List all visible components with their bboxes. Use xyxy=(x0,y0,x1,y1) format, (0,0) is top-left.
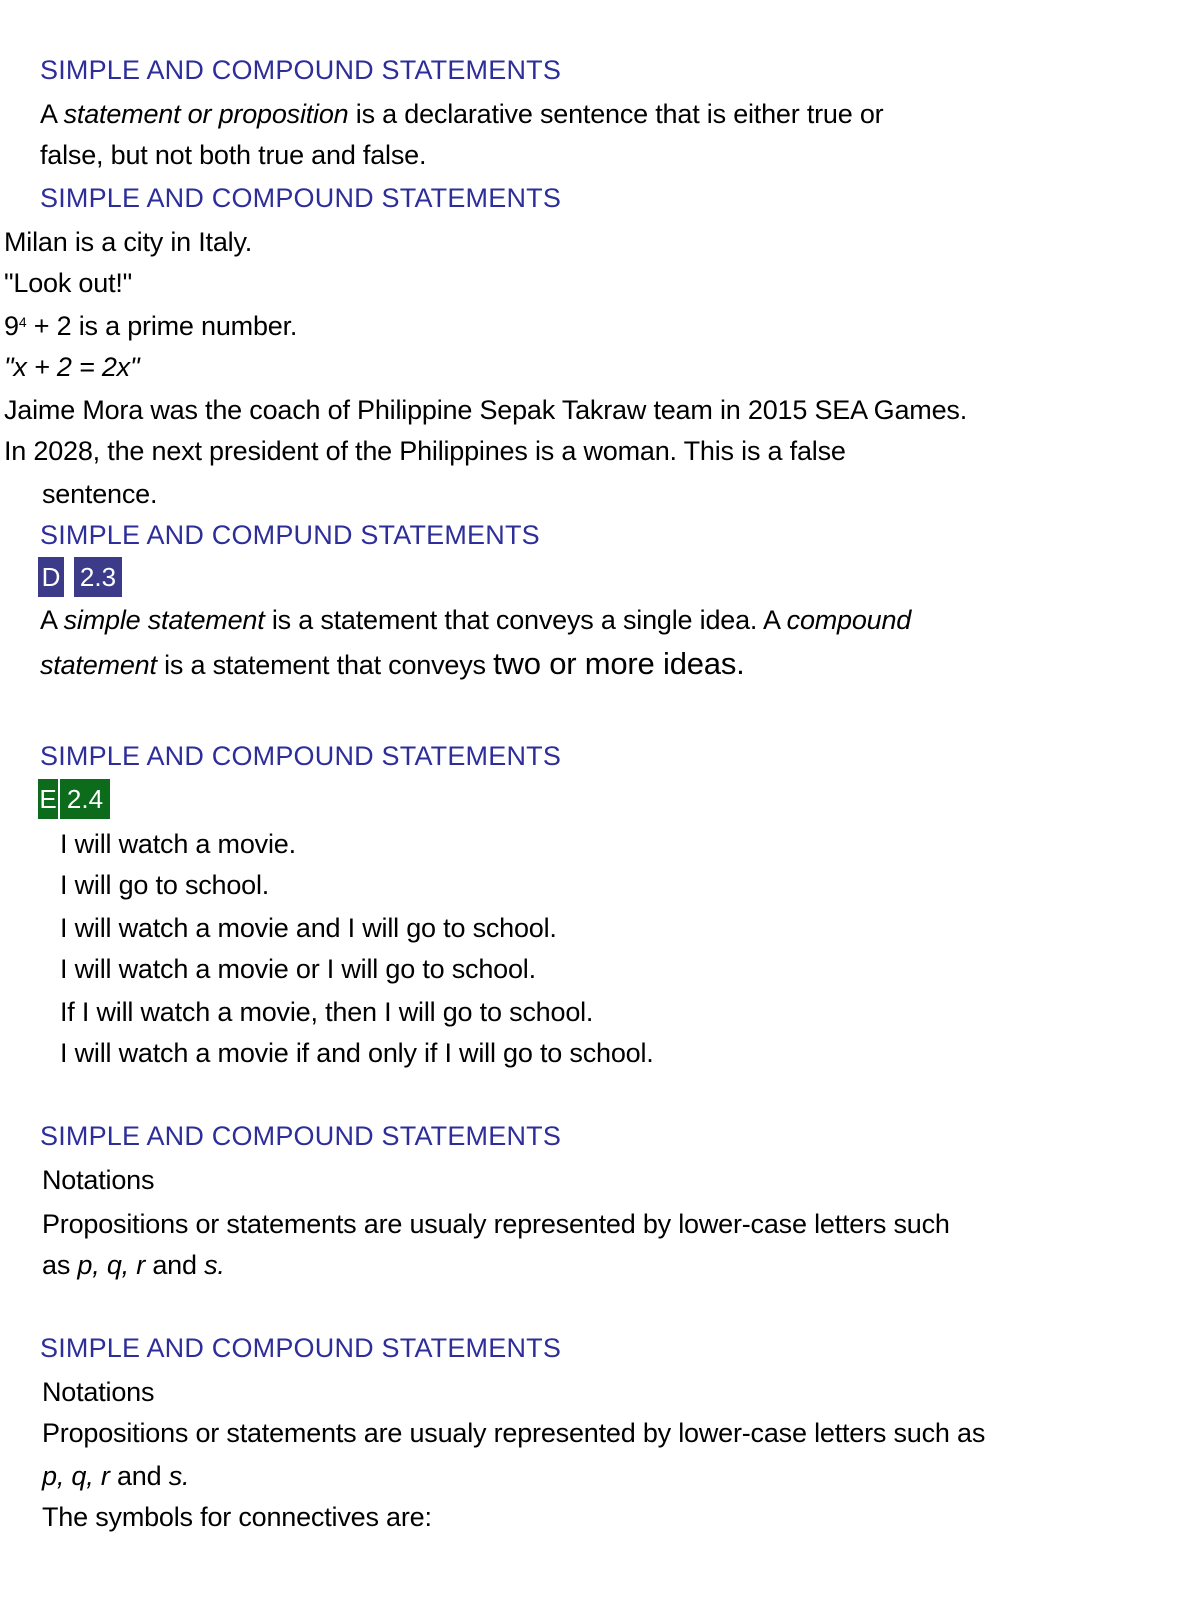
movie-example-2: I will go to school. xyxy=(60,870,270,900)
example-president-cont: sentence. xyxy=(42,479,158,509)
section-heading-2: SIMPLE AND COMPOUND STATEMENTS xyxy=(40,183,562,213)
notations-title-1: Notations xyxy=(42,1165,155,1195)
movie-example-5: If I will watch a movie, then I will go to school. xyxy=(60,997,594,1027)
section-heading-6: SIMPLE AND COMPOUND STATEMENTS xyxy=(40,1333,562,1363)
section-heading-3: SIMPLE AND COMPUND STATEMENTS xyxy=(40,520,540,550)
definition-tag-number: 2.3 xyxy=(74,557,122,597)
definition-line-1 xyxy=(40,97,883,131)
notations-title-2: Notations xyxy=(42,1377,155,1407)
simple-def-mid: is a statement that conveys a single idea. A xyxy=(264,605,787,635)
connectives-line: The symbols for connectives are: xyxy=(42,1502,432,1532)
example-equation: "x + 2 = 2x" xyxy=(4,352,140,382)
definition-line-2: false, but not both true and false. xyxy=(40,140,427,170)
example-tag-number: 2.4 xyxy=(60,779,110,819)
notations-s: s. xyxy=(204,1250,225,1280)
simple-statement-term: simple statement xyxy=(63,605,265,635)
prime-exponent: 4 xyxy=(18,314,27,330)
section-heading-1: SIMPLE AND COMPOUND STATEMENTS xyxy=(40,55,562,85)
notations-s-2: s. xyxy=(168,1461,190,1491)
simple-def-a: A xyxy=(40,605,64,635)
example-milan: Milan is a city in Italy. xyxy=(4,227,253,257)
definition-term: statement or proposition xyxy=(63,99,349,129)
simple-def-line-2 xyxy=(40,647,745,682)
example-tag-letter: E xyxy=(38,779,58,819)
notations-and-2: and xyxy=(109,1461,169,1491)
simple-def-line-1 xyxy=(40,603,911,637)
notations-line-1: Propositions or statements are usualy represented by lower-case letters such xyxy=(42,1209,950,1239)
movie-example-6: I will watch a movie if and only if I will go to school. xyxy=(60,1038,654,1068)
movie-example-1: I will watch a movie. xyxy=(60,829,296,859)
movie-example-4: I will watch a movie or I will go to school. xyxy=(60,954,536,984)
simple-def-rest: is a statement that conveys xyxy=(156,650,494,680)
definition-prefix: A xyxy=(40,99,64,129)
example-jaime: Jaime Mora was the coach of Philippine Sepak Takraw team in 2015 SEA Games. xyxy=(4,395,968,425)
notations-line-4 xyxy=(42,1459,189,1493)
example-prime xyxy=(4,309,297,343)
prime-rest: + 2 is a prime number. xyxy=(26,311,298,341)
compound-term: compound xyxy=(786,605,912,635)
notations-letters: p, q, r xyxy=(77,1250,146,1280)
prime-base: 9 xyxy=(4,311,19,341)
simple-def-tail: two or more ideas. xyxy=(493,646,745,681)
section-heading-5: SIMPLE AND COMPOUND STATEMENTS xyxy=(40,1121,562,1151)
example-president: In 2028, the next president of the Philippines is a woman. This is a false xyxy=(4,436,846,466)
notations-letters-2: p, q, r xyxy=(42,1461,110,1491)
definition-tag-letter: D xyxy=(38,557,64,597)
notations-and: and xyxy=(145,1250,205,1280)
notations-line-3: Propositions or statements are usualy represented by lower-case letters such as xyxy=(42,1418,986,1448)
definition-rest: is a declarative sentence that is either true or xyxy=(348,99,884,129)
movie-example-3: I will watch a movie and I will go to school. xyxy=(60,913,557,943)
notations-as: as xyxy=(42,1250,78,1280)
compound-term-b: statement xyxy=(40,650,157,680)
notations-line-2 xyxy=(42,1248,225,1282)
example-look-out: "Look out!" xyxy=(4,268,133,298)
section-heading-4: SIMPLE AND COMPOUND STATEMENTS xyxy=(40,741,562,771)
